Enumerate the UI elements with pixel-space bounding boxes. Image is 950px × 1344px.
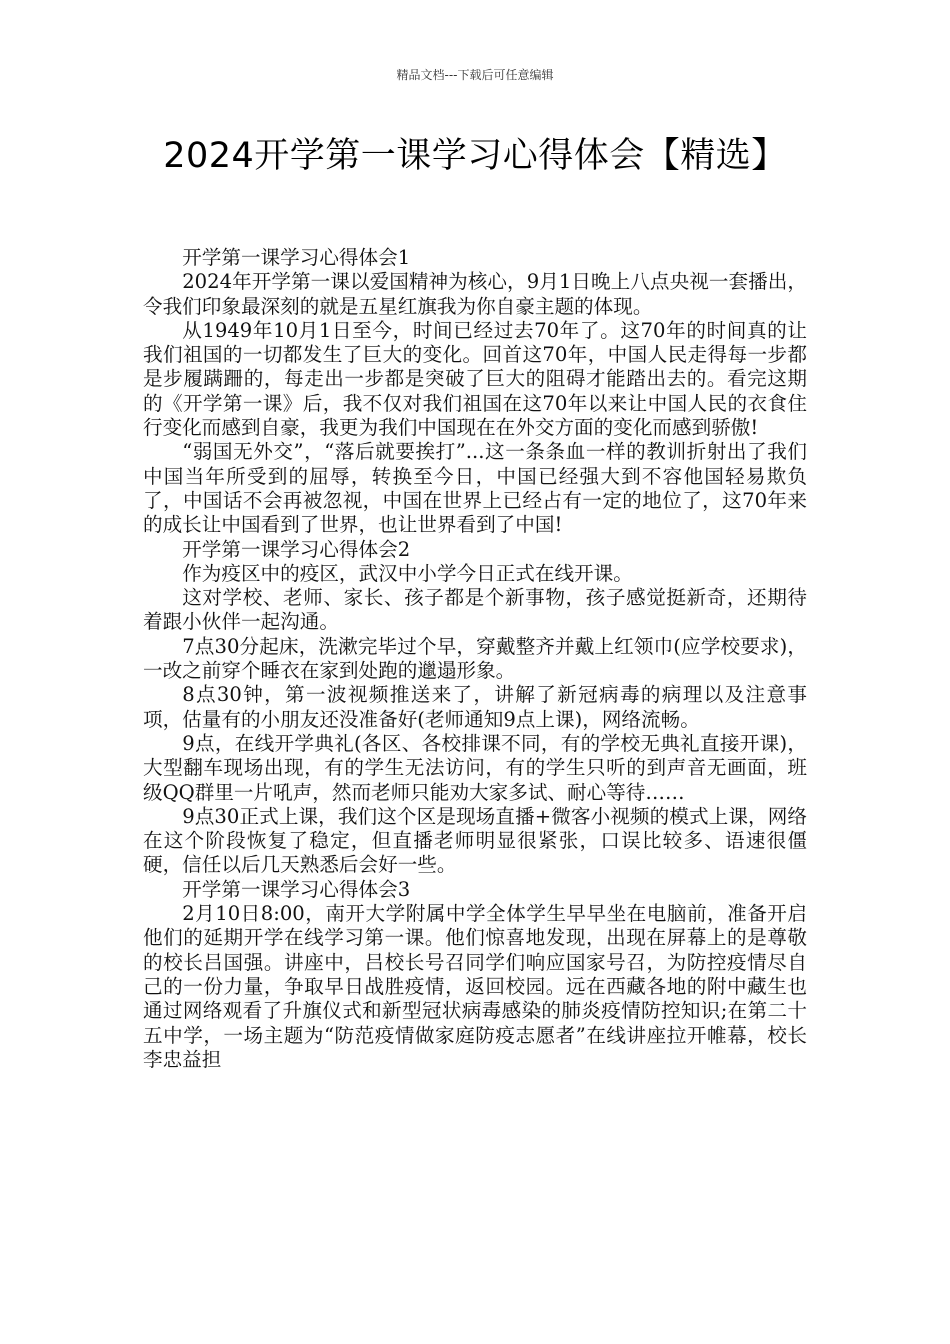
paragraph: 7点30分起床，洗漱完毕过个早，穿戴整齐并戴上红领巾(应学校要求)，一改之前穿个睡衣在家到处跑的邋遢形象。: [143, 634, 807, 683]
document-body: [143, 246, 807, 1072]
paragraph: 9点，在线开学典礼(各区、各校排课不同，有的学校无典礼直接开课)，大型翻车现场出现，有的学生无法访问，有的学生只听的到声音无画面，班级QQ群里一片吼声，然而老师只能劝大家多试、耐心等待……: [143, 731, 807, 804]
section-heading: 开学第一课学习心得体会1: [182, 246, 411, 269]
paragraph: 这对学校、老师、家长、孩子都是个新事物，孩子感觉挺新奇，还期待着跟小伙伴一起沟通。: [143, 586, 807, 634]
paragraph: 作为疫区中的疫区，武汉中小学今日正式在线开课。: [182, 561, 633, 585]
paragraph: 2月10日8:00，南开大学附属中学全体学生早早坐在电脑前，准备开启他们的延期开学在线学习第一课。他们惊喜地发现，出现在屏幕上的是尊敬的校长吕国强。讲座中，吕校长号召同学们响应国家号召，为防控疫情尽自己的一份力量，争取早日战胜疫情，返回校园。远在西藏各地的附中藏生也通过网络观看了升旗仪式和新型冠状病毒感染的肺炎疫情防控知识;在第二十五中学，一场主题为“防范疫情做家庭防疫志愿者”在线讲座拉开帷幕，校长李忠益担: [143, 902, 807, 1071]
section-heading: 开学第一课学习心得体会2: [182, 537, 411, 561]
paragraph: 9点30正式上课，我们这个区是现场直播+微客小视频的模式上课，网络在这个阶段恢复了稳定，但直播老师明显很紧张，口误比较多、语速很僵硬，信任以后几天熟悉后会好一些。: [143, 804, 807, 877]
paragraph: 从1949年10月1日至今，时间已经过去70年了。这70年的时间真的让我们祖国的一切都发生了巨大的变化。回首这70年，中国人民走得每一步都是步履蹒跚的，每走出一步都是突破了巨大的阻碍才能踏出去的。看完这期的《开学第一课》后，我不仅对我们祖国在这70年以来让中国人民的衣食住行变化而感到自豪，我更为我们中国现在在外交方面的变化而感到骄傲!: [143, 318, 807, 440]
header-note: 精品文档---下载后可任意编辑: [396, 68, 554, 82]
paragraph: 2024年开学第一课以爱国精神为核心，9月1日晚上八点央视一套播出，令我们印象最深刻的就是五星红旗我为你自豪主题的体现。: [143, 270, 807, 318]
document-title: 2024开学第一课学习心得体会【精选】: [163, 136, 787, 176]
section-heading: 开学第一课学习心得体会3: [182, 877, 411, 901]
paragraph: 8点30钟，第一波视频推送来了，讲解了新冠病毒的病理以及注意事项，估量有的小朋友还没准备好(老师通知9点上课)，网络流畅。: [143, 683, 807, 731]
paragraph: “弱国无外交”，“落后就要挨打”...这一条条血一样的教训折射出了我们中国当年所受到的屈辱，转换至今日，中国已经强大到不容他国轻易欺负了，中国话不会再被忽视，中国在世界上已经占有一定的地位了，这70年来的成长让中国看到了世界，也让世界看到了中国!: [143, 440, 807, 537]
